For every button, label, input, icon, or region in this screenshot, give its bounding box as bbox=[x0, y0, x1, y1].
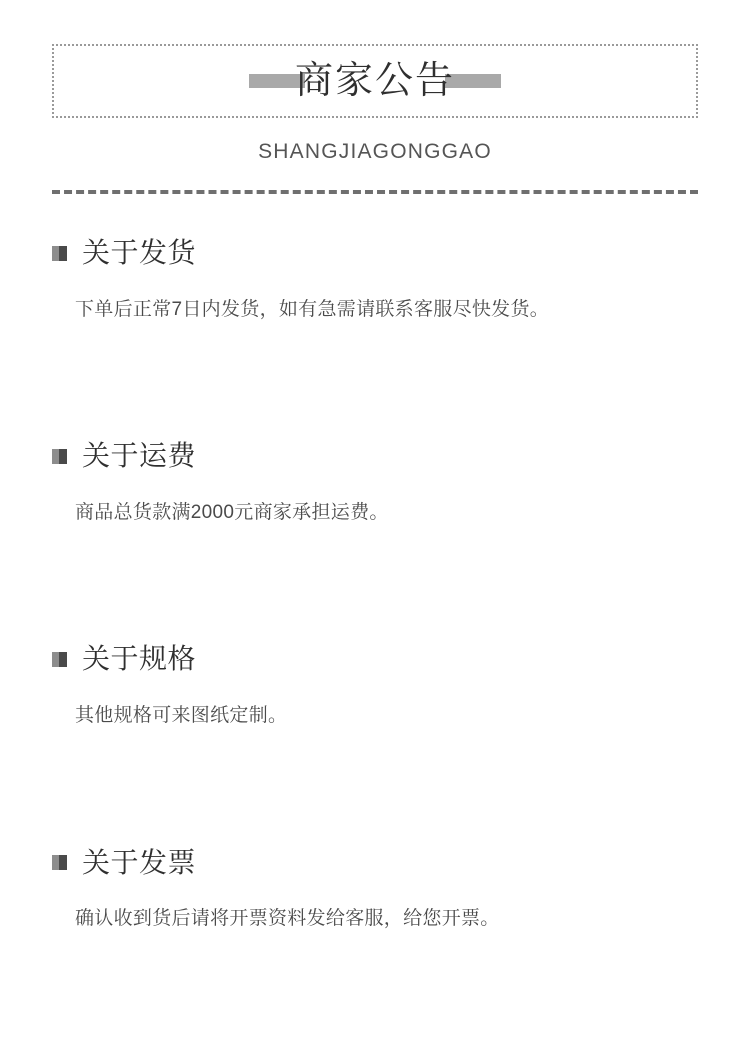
section-shipping bbox=[0, 238, 750, 325]
section-body: 确认收到货后请将开票资料发给客服，给您开票。 bbox=[75, 908, 500, 930]
section-body: 商品总货款满2000元商家承担运费。 bbox=[75, 501, 389, 523]
square-bullet-icon bbox=[52, 855, 67, 870]
section-header bbox=[52, 238, 698, 269]
section-title: 关于规格 bbox=[82, 643, 197, 675]
announcement-page bbox=[0, 44, 750, 1048]
section-title: 关于发票 bbox=[82, 846, 197, 878]
divider bbox=[52, 190, 698, 194]
section-title: 关于运费 bbox=[82, 440, 197, 472]
title-frame bbox=[52, 44, 698, 118]
sections-list bbox=[0, 238, 750, 935]
section-title: 关于发货 bbox=[82, 237, 197, 268]
section-header bbox=[52, 441, 698, 472]
square-bullet-icon bbox=[52, 652, 67, 667]
section-freight bbox=[0, 441, 750, 528]
section-specification bbox=[0, 644, 750, 731]
square-bullet-icon bbox=[52, 246, 67, 261]
section-header bbox=[52, 644, 698, 675]
title-wrap bbox=[54, 62, 696, 100]
section-invoice bbox=[0, 848, 750, 935]
section-header bbox=[52, 848, 698, 879]
page-subtitle: SHANGJIAGONGGAO bbox=[258, 140, 492, 163]
square-bullet-icon bbox=[52, 449, 67, 464]
section-body: 其他规格可来图纸定制。 bbox=[75, 705, 288, 727]
section-body: 下单后正常7日内发货，如有急需请联系客服尽快发货。 bbox=[75, 298, 550, 320]
page-title: 商家公告 bbox=[294, 60, 455, 102]
